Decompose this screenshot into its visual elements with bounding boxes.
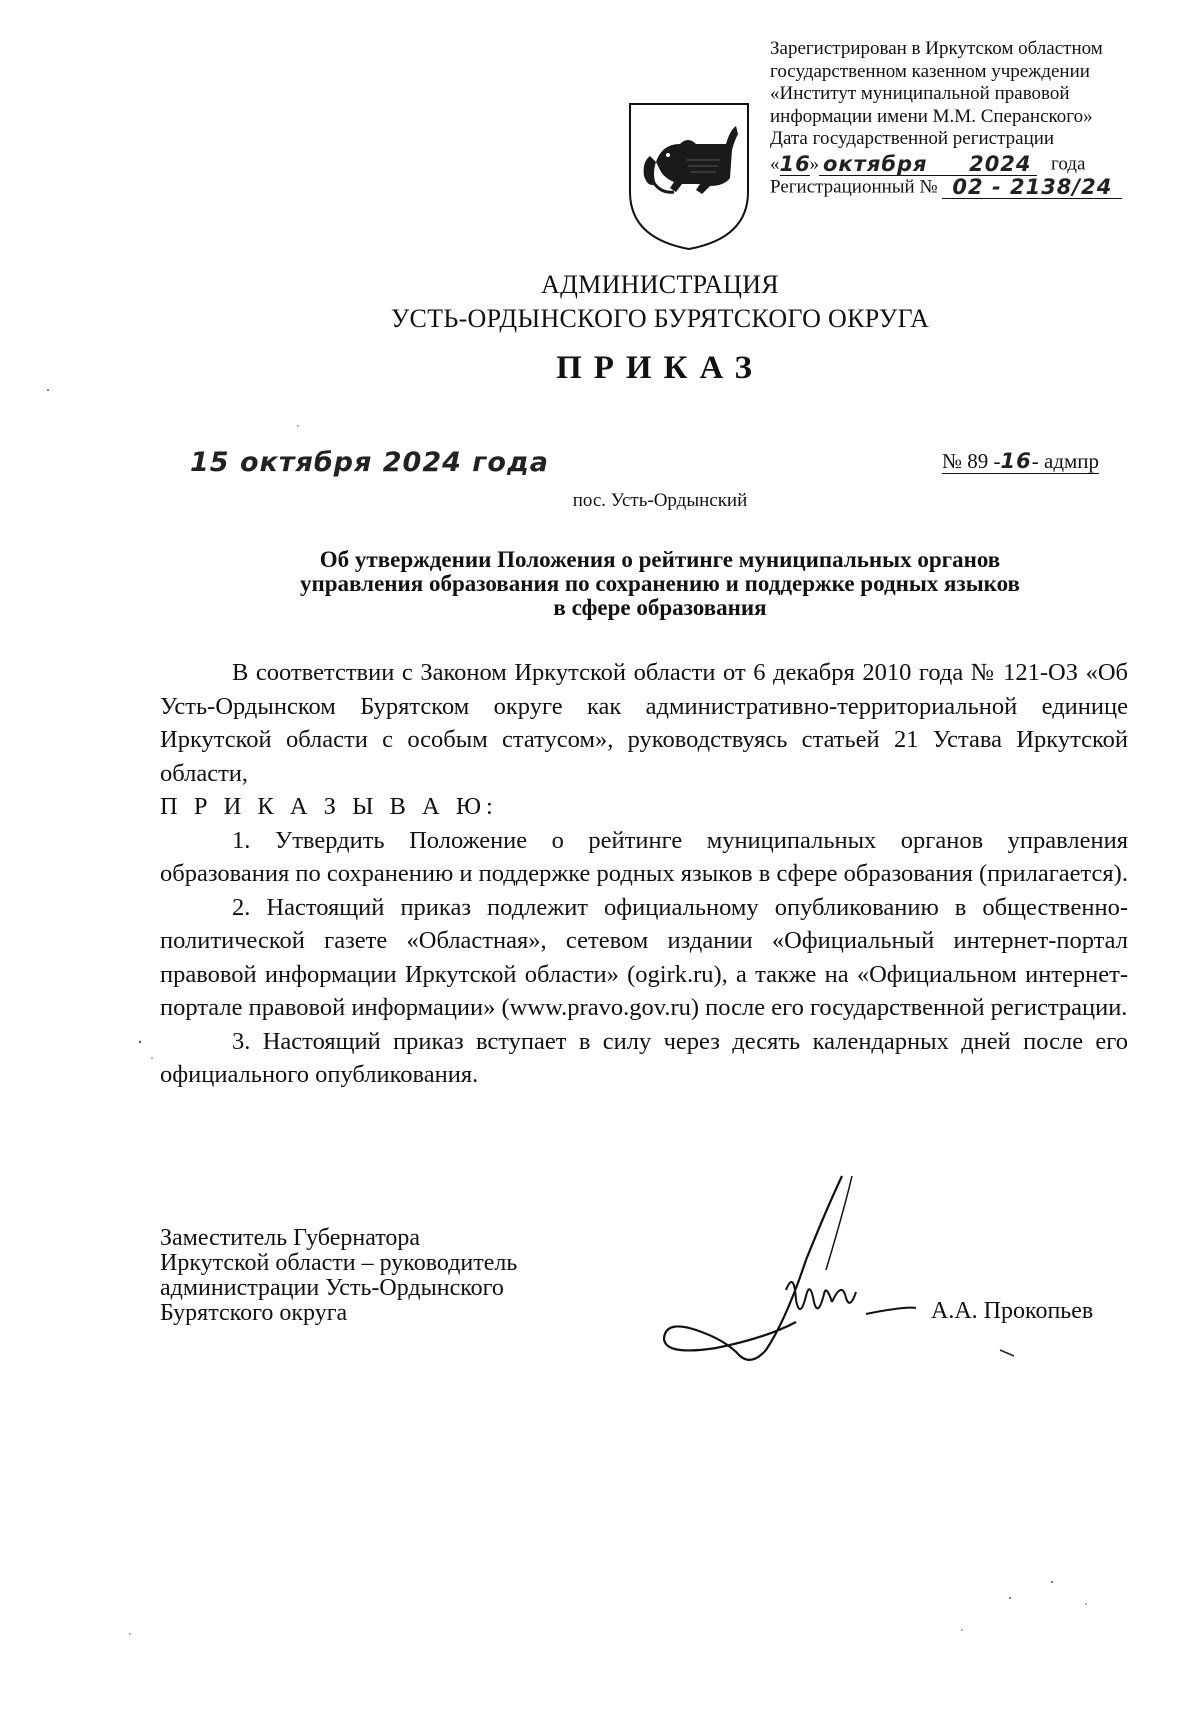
registration-month: октября xyxy=(823,151,928,176)
document-type: ПРИКАЗ xyxy=(556,350,764,386)
registration-line: информации имени М.М. Сперанского» xyxy=(770,105,1093,127)
signer-position-line: Иркутской области – руководитель xyxy=(160,1250,518,1276)
signer-position-line: Бурятского округа xyxy=(160,1300,348,1326)
place: пос. Усть-Ордынский xyxy=(572,490,748,511)
order-date: 15 октября 2024 года xyxy=(190,447,549,478)
registration-line: Зарегистрирован в Иркутском областном xyxy=(770,38,1103,59)
organization-name xyxy=(0,268,1200,336)
registration-month-year xyxy=(819,153,1037,176)
signer-name: А.А. Прокопьев xyxy=(931,1298,1094,1324)
subject-line: управления образования по сохранению и поддержке родных языков xyxy=(300,571,1020,596)
registration-stamp xyxy=(770,38,1150,199)
signer-position xyxy=(160,1226,517,1326)
handwritten-signature xyxy=(656,1170,916,1370)
organization-line: АДМИНИСТРАЦИЯ xyxy=(541,270,779,299)
registration-date-suffix: года xyxy=(1051,153,1086,174)
order-number-suffix: - адмпр xyxy=(1031,449,1100,473)
quote-mark: « xyxy=(770,153,780,174)
registration-number: 02 - 2138/24 xyxy=(942,176,1122,199)
registration-line: «Институт муниципальной правовой xyxy=(770,83,1070,104)
intro-paragraph: В соответствии с Законом Иркутской области от 6 декабря 2010 года № 121-ОЗ «Об Усть-Ордынском Бурятском округе как административно-территориальной единице Иркутской области с особым статусом», руководствуясь статьей 21 Устава Иркутской области, xyxy=(160,659,1128,787)
order-word: П Р И К А З Ы В А Ю: xyxy=(160,793,498,820)
signer-position-line: Заместитель Губернатора xyxy=(160,1225,421,1251)
quote-mark: » xyxy=(809,153,819,174)
registration-day: 16 xyxy=(779,151,811,176)
registration-line: государственном казенном учреждении xyxy=(770,60,1090,82)
order-item-3: 3. Настоящий приказ вступает в силу через десять календарных дней после его официального опубликования. xyxy=(160,1027,1128,1088)
order-number xyxy=(942,449,1099,474)
order-number-prefix: № 89 - xyxy=(942,449,1001,473)
subject-line: Об утверждении Положения о рейтинге муниципальных органов xyxy=(319,547,1001,572)
subject-line: в сфере образования xyxy=(553,595,767,620)
order-item-1: 1. Утвердить Положение о рейтинге муниципальных органов управления образования по сохранению и поддержке родных языков в сфере образования (прилагается). xyxy=(160,826,1128,887)
order-subject xyxy=(160,548,1160,620)
signer-position-line: администрации Усть-Ордынского xyxy=(160,1275,504,1301)
registration-year: 2024 xyxy=(969,151,1032,176)
registration-line: Дата государственной регистрации xyxy=(770,128,1055,149)
organization-line: УСТЬ-ОРДЫНСКОГО БУРЯТСКОГО ОКРУГА xyxy=(390,304,930,333)
registration-number-row xyxy=(770,176,1150,199)
registration-date xyxy=(770,153,1150,176)
order-item-2: 2. Настоящий приказ подлежит официальному опубликованию в общественно-политической газете «Областная», сетевом издании «Официальный интернет-портал правовой информации Иркутской области» (ogirk.ru), а также на «Официальном интернет-портале правовой информации» (www.pravo.gov.ru) после его государственной регистрации. xyxy=(160,893,1128,1021)
coat-of-arms-icon xyxy=(626,100,752,252)
registration-number-label: Регистрационный № xyxy=(770,176,938,197)
order-body xyxy=(160,656,1128,1092)
order-number-handwritten: 16 xyxy=(1000,449,1032,473)
